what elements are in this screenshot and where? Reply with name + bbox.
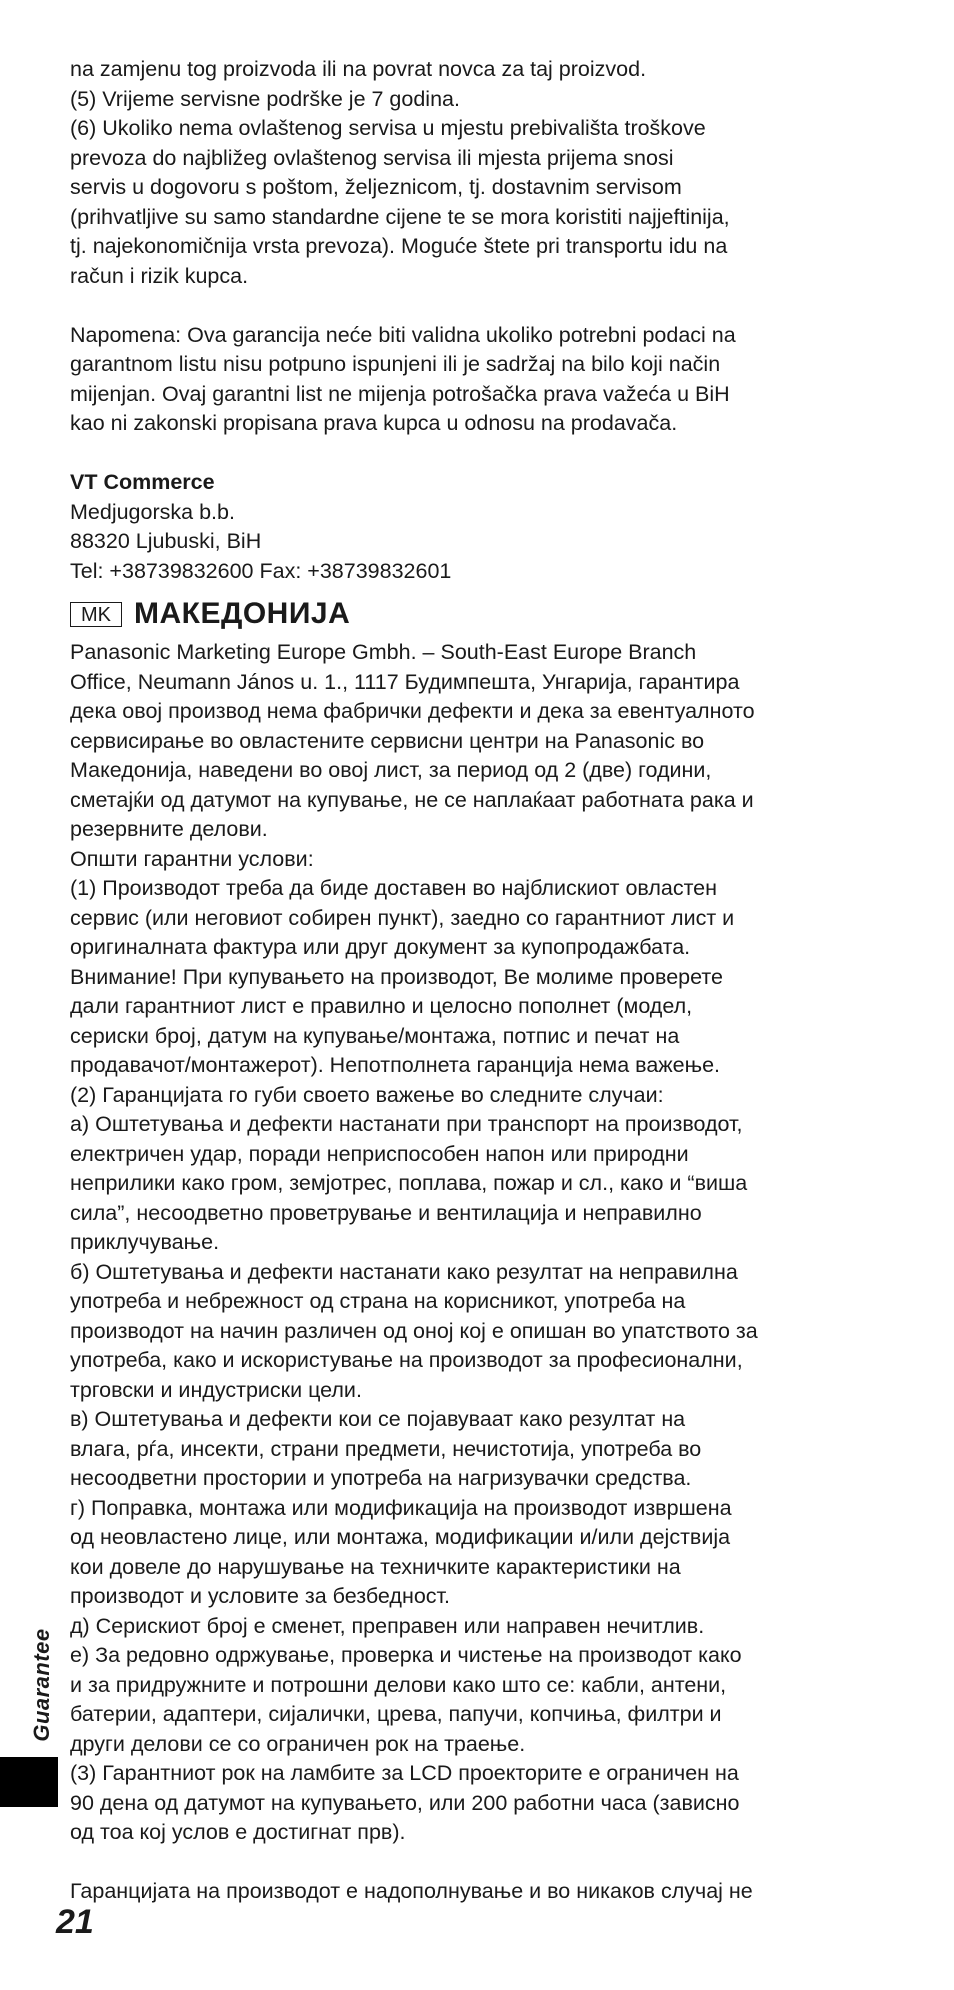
mk-body-line: Општи гарантни услови:: [70, 846, 314, 871]
mk-body-line: а) Оштетувања и дефекти настанати при транспорт на производот,: [70, 1112, 743, 1136]
mk-body-line: од тоа кој услов е достигнат прв).: [70, 1820, 406, 1844]
section-heading-mk: [70, 596, 890, 632]
mk-body-line: сериски број, датум на купување/монтажа, потпис и печат на: [70, 1023, 680, 1048]
mk-body-line: б) Оштетувања и дефекти настанати како резултат на неправилна: [70, 1259, 738, 1284]
mk-body-line: влага, рѓа, инсекти, страни предмети, нечистотија, употреба во: [70, 1436, 702, 1461]
mk-body-line: употреба и небрежност од страна на корисникот, употреба на: [70, 1289, 686, 1313]
mk-body-line: продавачот/монтажерот). Непотполнета гаранција нема важење.: [70, 1053, 721, 1077]
bih-terms: [70, 55, 890, 291]
mk-body-line: резервните делови.: [70, 817, 268, 841]
mk-body-line: (1) Производот треба да биде доставен во најблискиот овластен: [70, 876, 718, 900]
mk-body-line: други делови се со ограничен рок на траење.: [70, 1731, 526, 1756]
mk-body-line: Office, Neumann János u. 1., 1117 Будимпешта, Унгарија, гарантира: [70, 669, 740, 694]
side-tab-marker: [0, 1757, 58, 1807]
mk-body-line: кои довеле до нарушување на техничките карактеристики на: [70, 1554, 681, 1579]
country-code-badge: MK: [70, 602, 122, 627]
bih-note: [70, 321, 890, 439]
mk-body-line: д) Серискиот број е сменет, преправен или направен нечитлив.: [70, 1613, 705, 1638]
mk-body-line: в) Оштетувања и дефекти кои се појавуваат како резултат на: [70, 1407, 686, 1431]
mk-body-line: сметајќи од датумот на купување, не се наплаќаат работната рака и: [70, 787, 754, 812]
page-number: 21: [56, 1903, 94, 1941]
mk-body-line: (3) Гарантниот рок на ламбите за LCD проекторите е ограничен на: [70, 1761, 739, 1785]
company-name: VT Commerce: [70, 470, 215, 494]
company-block: [70, 468, 890, 586]
terms-line: prevoza do najbližeg ovlaštenog servisa ili mjesta prijema snosi: [70, 145, 674, 170]
mk-body-line: е) За редовно одржување, проверка и чистење на производот како: [70, 1643, 742, 1667]
terms-line: (5) Vrijeme servisne podrške je 7 godina.: [70, 86, 460, 111]
terms-line: servis u dogovoru s poštom, željeznicom, tj. dostavnim servisom: [70, 175, 682, 199]
company-phone-fax: Tel: +38739832600 Fax: +38739832601: [70, 558, 452, 583]
terms-line: (prihvatljive su samo standardne cijene te se mora koristiti najjeftinija,: [70, 204, 730, 229]
document-body: [70, 55, 890, 1907]
mk-body-line: приклучување.: [70, 1230, 220, 1254]
terms-line: (6) Ukoliko nema ovlaštenog servisa u mjestu prebivališta troškove: [70, 116, 706, 140]
mk-body-line: електричен удар, поради неприспособен напон или природни: [70, 1141, 689, 1166]
mk-body-line: несоодветни простории и употреба на нагризувачки средства.: [70, 1466, 692, 1490]
side-tab-label: [26, 1622, 58, 1748]
company-address-line1: Medjugorska b.b.: [70, 499, 235, 524]
note-line: garantnom listu nisu potpuno ispunjeni ili je sadržaj na bilo koji način: [70, 352, 721, 376]
mk-body-line: производот на начин различен од оној кој е опишан во упатството за: [70, 1318, 758, 1343]
note-line: Napomena: Ova garancija neće biti validna ukoliko potrebni podaci na: [70, 322, 736, 347]
company-address-line2: 88320 Ljubuski, BiH: [70, 529, 262, 553]
side-tab-text: Guarantee: [29, 1628, 54, 1742]
mk-body-line: сила”, несоодветно проветрување и вентилација и неправилно: [70, 1200, 702, 1225]
mk-body-line: од неовластено лице, или монтажа, модификации и/или дејствија: [70, 1525, 731, 1549]
terms-line: na zamjenu tog proizvoda ili na povrat novca za taj proizvod.: [70, 57, 647, 81]
mk-body-line: употреба, како и искористување на производот за професионални,: [70, 1348, 743, 1372]
mk-body-line: 90 дена од датумот на купувањето, или 200 работни часа (зависно: [70, 1790, 740, 1815]
mk-body-line: оригиналната фактура или друг документ за купопродажбата.: [70, 935, 691, 959]
mk-body-line: трговски и индустриски цели.: [70, 1377, 362, 1402]
mk-body-line: дали гарантниот лист е правилно и целосно пополнет (модел,: [70, 994, 693, 1018]
section-title: МАКЕДОНИЈА: [134, 597, 351, 631]
mk-body-line: и за придружните и потрошни делови како што се: кабли, антени,: [70, 1672, 727, 1697]
mk-body: [70, 638, 890, 1848]
mk-body-line: сервисирање во овластените сервисни центри на Panasonic во: [70, 728, 705, 753]
note-line: mijenjan. Ovaj garantni list ne mijenja potrošačka prava važeća u BiH: [70, 381, 730, 406]
mk-body-line: дека овој производ нема фабрички дефекти и дека за евентуалното: [70, 699, 755, 723]
mk-body-line: производот и условите за безбедност.: [70, 1584, 450, 1608]
terms-line: tj. najekonomičnija vrsta prevoza). Moguće štete pri transportu idu na: [70, 234, 728, 258]
mk-body-line: Panasonic Marketing Europe Gmbh. – South-East Europe Branch: [70, 640, 697, 664]
mk-body-line: неприлики како гром, земјотрес, поплава, пожар и сл., како и “виша: [70, 1171, 748, 1195]
mk-body-line: батерии, адаптери, сијалички, цревa, папучи, копчиња, филтри и: [70, 1702, 722, 1726]
mk-body-line: Македонија, наведени во овој лист, за период од 2 (две) години,: [70, 758, 712, 782]
note-line: kao ni zakonski propisana prava kupca u odnosu na prodavača.: [70, 411, 678, 435]
mk-body-line: г) Поправка, монтажа или модификација на производот извршена: [70, 1495, 732, 1520]
mk-body-line: сервис (или неговиот собирен пункт), заедно со гарантниот лист и: [70, 905, 735, 930]
mk-final-line: Гаранцијата на производот е надополнување и во никаков случај не: [70, 1879, 753, 1903]
mk-body-line: Внимание! При купувањето на производот, Ве молиме проверете: [70, 964, 723, 989]
mk-body-line: (2) Гаранцијата го губи своето важење во следните случаи:: [70, 1082, 664, 1107]
terms-line: račun i rizik kupca.: [70, 263, 249, 288]
